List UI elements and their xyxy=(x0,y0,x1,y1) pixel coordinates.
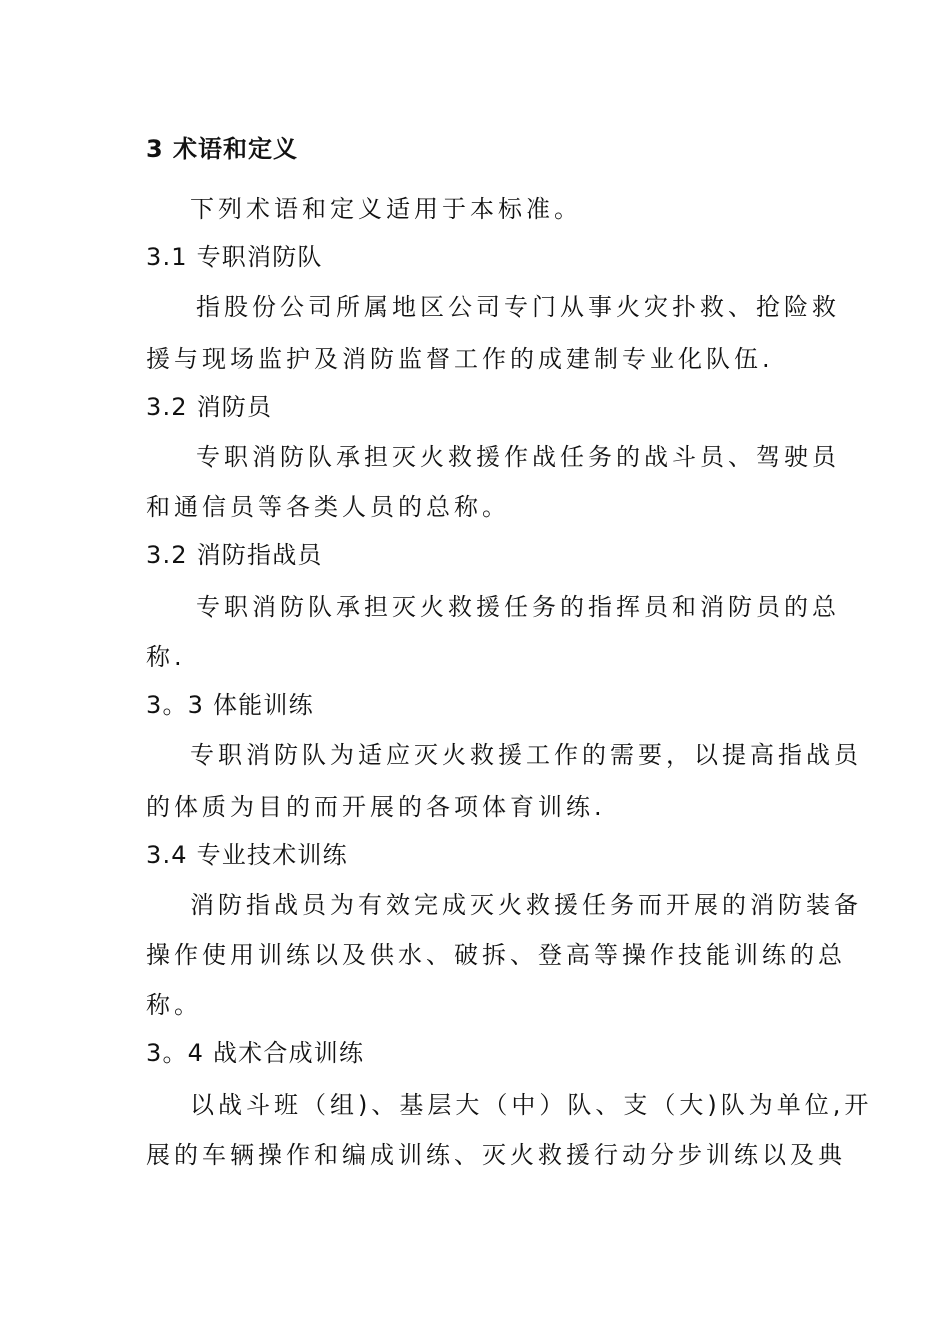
term-definition-line: 展的车辆操作和编成训练、灭火救援行动分步训练以及典 xyxy=(146,1141,846,1169)
term-definition-line: 援与现场监护及消防监督工作的成建制专业化队伍. xyxy=(146,345,774,373)
term-heading: 3.2 消防员 xyxy=(146,393,273,421)
term-definition-line: 指股份公司所属地区公司专门从事火灾扑救、抢险救 xyxy=(196,293,840,321)
intro-text: 下列术语和定义适用于本标准。 xyxy=(190,195,582,223)
term-definition-line: 操作使用训练以及供水、破拆、登高等操作技能训练的总 xyxy=(146,941,846,969)
term-heading: 3。3 体能训练 xyxy=(146,691,314,719)
term-heading: 3.1 专职消防队 xyxy=(146,243,323,271)
term-definition-line: 以战斗班（组)、基层大（中）队、支（大)队为单位,开 xyxy=(190,1091,873,1119)
term-definition-line: 专职消防队为适应灭火救援工作的需要，以提高指战员 xyxy=(190,741,862,769)
section-title: 3 术语和定义 xyxy=(146,135,299,163)
term-definition-line: 消防指战员为有效完成灭火救援任务而开展的消防装备 xyxy=(190,891,862,919)
term-heading: 3.2 消防指战员 xyxy=(146,541,323,569)
term-definition-line: 专职消防队承担灭火救援任务的指挥员和消防员的总 xyxy=(196,593,840,621)
term-definition-line: 专职消防队承担灭火救援作战任务的战斗员、驾驶员 xyxy=(196,443,840,471)
term-heading: 3.4 专业技术训练 xyxy=(146,841,348,869)
term-definition-line: 和通信员等各类人员的总称。 xyxy=(146,493,510,521)
term-definition-line: 称。 xyxy=(146,991,202,1019)
term-heading: 3。4 战术合成训练 xyxy=(146,1039,365,1067)
term-definition-line: 的体质为目的而开展的各项体育训练. xyxy=(146,793,606,821)
term-definition-line: 称. xyxy=(146,643,186,671)
